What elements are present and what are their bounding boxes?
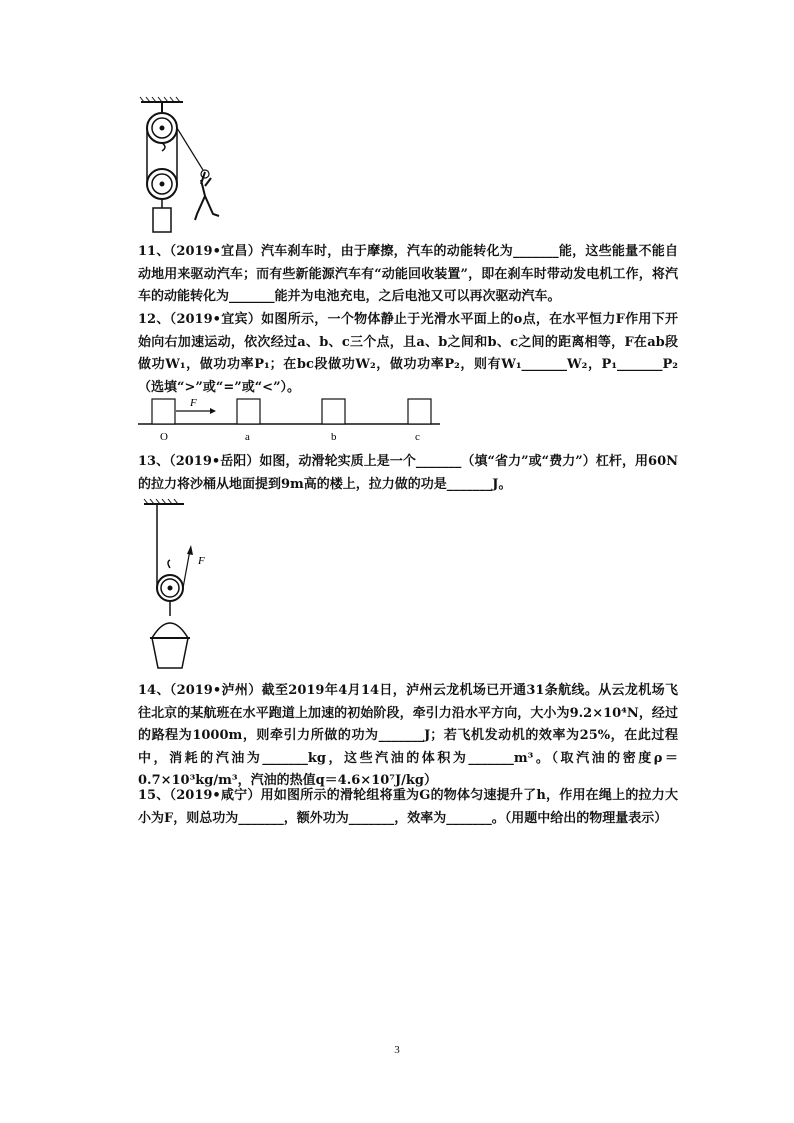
force-label: F <box>190 397 197 409</box>
pulley-force-label: F <box>198 555 205 567</box>
page-number: 3 <box>394 1044 400 1056</box>
pulley-block-figure <box>135 96 225 238</box>
point-label-a: a <box>245 431 250 443</box>
movable-pulley-figure <box>142 498 222 674</box>
point-label-b: b <box>331 431 337 443</box>
motion-figure <box>138 393 440 445</box>
question-11: 11、（2019•宜昌）汽车刹车时，由于摩擦，汽车的动能转化为_______能，这些能量不能自动地用来驱动汽车；而有些新能源汽车有“动能回收装置”，即在刹车时带动发电机工作，将汽车的动能转化为_______能并为电池充电，之后电池又可以再次驱动汽车。 <box>138 244 678 304</box>
block-o <box>152 399 175 424</box>
block-b <box>322 399 345 424</box>
block-a <box>237 399 260 424</box>
question-14: 14、（2019•泸州）截至2019年4月14日，泸州云龙机场已开通31条航线。从云龙机场飞往北京的某航班在水平跑道上加速的初始阶段，牵引力沿水平方向，大小为9.2×10⁴N，经过的路程为1000m，则牵引力所做的功为_______J；若飞机发动机的效率为25%，在此过程中，消耗的汽油为_______kg，这些汽油的体积为_______m³。（取汽油的密度ρ＝0.7×10³kg/m³，汽油的热值q＝4.6×10⁷J/kg） <box>138 683 678 788</box>
question-13: 13、（2019•岳阳）如图，动滑轮实质上是一个_______（填“省力”或“费力”）杠杆，用60N的拉力将沙桶从地面提到9m高的楼上，拉力做的功是_______J。 <box>138 454 678 492</box>
question-15: 15、（2019•咸宁）用如图所示的滑轮组将重为G的物体匀速提升了h，作用在绳上的拉力大小为F，则总功为_______，额外功为_______，效率为_______。（用题中给出的物理量表示） <box>138 788 678 826</box>
point-label-c: c <box>415 431 420 443</box>
block-c <box>408 399 431 424</box>
question-12: 12、（2019•宜宾）如图所示，一个物体静止于光滑水平面上的o点，在水平恒力F作用下开始向右加速运动，依次经过a、b、c三个点，且a、b之间和b、c之间的距离相等，F在ab段做功W₁，做功功率P₁；在bc段做功W₂，做功功率P₂，则有W₁_______W₂，P₁_______P₂（选填“>”或“=”或“<”）。 <box>138 312 678 395</box>
point-label-o: O <box>160 431 168 443</box>
